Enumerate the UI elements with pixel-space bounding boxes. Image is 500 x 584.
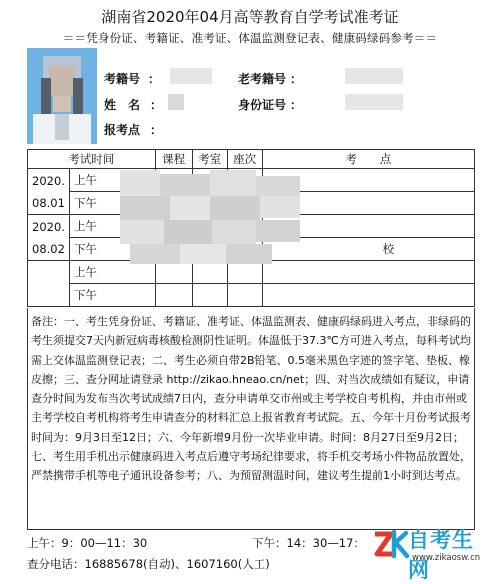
header-room: 考室: [192, 150, 227, 169]
table-row: [28, 284, 475, 307]
date-line: 2020.: [32, 173, 65, 188]
date-line: 08.02: [32, 241, 65, 256]
id-card-redacted: [345, 94, 403, 110]
session-cell: 下午: [69, 284, 155, 307]
page-title: 湖南省2020年04月高等教育自学考试准考证: [101, 8, 399, 26]
header-site: 考 点: [262, 150, 474, 169]
header-seat: 座次: [227, 150, 262, 169]
exam-id-label: 考籍号: [104, 72, 141, 86]
name-colon: ：: [150, 98, 163, 112]
session-cell: 上午: [69, 215, 155, 238]
candidate-photo: [27, 48, 97, 144]
date-cell: [28, 215, 70, 261]
phone-info: 查分电话：16885678(自动)、1607160(人工): [27, 557, 270, 571]
exam-site-label: 报考点: [104, 123, 141, 137]
exam-id-redacted: [170, 68, 212, 84]
session-cell: 下午: [69, 192, 155, 215]
site-fragment: 校: [262, 238, 474, 261]
session-cell: 上午: [69, 261, 155, 284]
name-label: 姓 名: [104, 98, 141, 112]
site-watermark: [372, 524, 492, 582]
notes-box: 备注：一、考生凭身份证、考籍证、准考证、体温监测表、健康码绿码进入考点，非绿码的考生须提交7天内新冠病毒核酸检测阴性证明。体温低于37.3℃方可进入考点，每科考试均需上交体温监测登记表；二、考生必须自带2B铅笔、0.5毫米黑色字迹的签字笔、垫板、橡皮擦；三、查分网址请登录 http://zikao.hneao.cn/net；四、对当次成绩如有疑议，申请查分时间为发布当次考试成绩7日内，查分申请单交市州或主考学校自考机构，并由市州或主考学校自考机构将考生申请查分的材料汇总上报省教育考试院。五、今年十月份考试报考时间为：9月3日至12日；六、今年新增9月份一次毕业申请。时间：8月27日至9月2日；七、考生用手机出示健康码进入考点后遵守考场纪律要求，将手机交考场小件物品放置处，严禁携带手机等电子通讯设备参考；八、为预留测温时间，建议考生提前1小时到达考点。: [27, 308, 475, 530]
schedule-header-row: [28, 150, 475, 169]
session-cell: 上午: [69, 169, 155, 192]
old-exam-id-colon: ：: [290, 72, 303, 86]
date-line: 2020.: [32, 219, 65, 234]
date-cell: [28, 169, 70, 215]
zk-logo-icon: [372, 526, 410, 562]
name-redacted: [168, 94, 184, 110]
afternoon-time: 下午：14：30—17：: [252, 536, 365, 550]
exam-id-colon: ：: [148, 72, 161, 86]
redacted-schedule-mosaic: [120, 170, 300, 265]
exam-site-colon: ：: [150, 123, 163, 137]
header-exam-time: 考试时间: [28, 150, 156, 169]
old-exam-id-label: 老考籍号: [238, 72, 287, 86]
id-card-label: 身份证号: [238, 98, 287, 112]
old-exam-id-redacted: [345, 68, 403, 84]
morning-time: 上午：9：00—11：30: [27, 536, 148, 550]
session-cell: 下午: [69, 238, 155, 261]
page-subtitle: ＝＝凭身份证、考籍证、准考证、体温监测登记表、健康码绿码参考＝＝: [62, 31, 438, 45]
date-line: 08.01: [32, 195, 65, 210]
header-course: 课程: [155, 150, 192, 169]
watermark-brand: 自考生网: [408, 528, 474, 582]
id-card-colon: ：: [290, 98, 303, 112]
watermark-url: www.zikaosw.cn: [412, 553, 481, 563]
